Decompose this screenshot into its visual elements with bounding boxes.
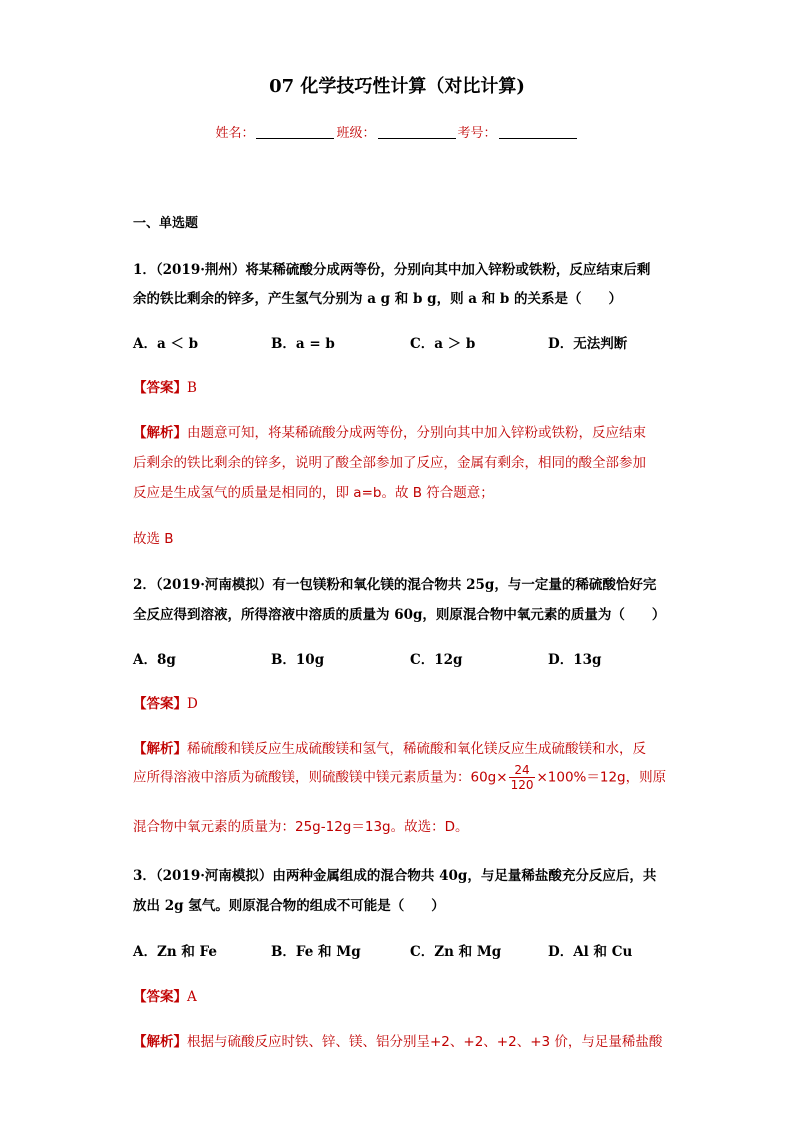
class-blank[interactable]: [378, 124, 456, 139]
q2-analysis-line1: [133, 737, 663, 757]
q2-analysis-text1: 稀硫酸和镁反应生成硫酸镁和氢气，稀硫酸和氧化镁反应生成硫酸镁和水，反: [187, 741, 646, 757]
q1-option-b: B．a = b: [271, 336, 335, 352]
name-label: 姓名：: [215, 126, 255, 141]
q1-conclusion: 故选 B: [133, 531, 174, 547]
q1-option-d: D．无法判断: [548, 336, 628, 352]
q3-option-b: B．Fe 和 Mg: [271, 944, 361, 960]
q2-answer-tag: 【答案】: [133, 696, 187, 712]
q1-analysis-text1: 由题意可知，将某稀硫酸分成两等份，分别向其中加入锌粉或铁粉，反应结束: [187, 425, 646, 441]
student-info-line: [0, 122, 794, 141]
q1-answer: [133, 376, 663, 396]
q2-stem-line2: 全反应得到溶液，所得溶液中溶质的质量为 60g，则原混合物中氧元素的质量为（ ）: [133, 607, 666, 623]
q1-stem-line2: 余的铁比剩余的锌多，产生氢气分别为 a g 和 b g，则 a 和 b 的关系是（ ）: [133, 291, 623, 307]
q2-option-b: B．10g: [271, 652, 325, 668]
q2-analysis-line3: 混合物中氧元素的质量为：25g-12g＝13g。故选：D。: [133, 819, 469, 835]
q1-analysis-tag: 【解析】: [133, 425, 187, 441]
q1-stem-line1: 1．（2019·荆州）将某稀硫酸分成两等份，分别向其中加入锌粉或铁粉，反应结束后剩: [133, 262, 651, 278]
section-title: 一、单选题: [133, 216, 199, 231]
page-title: 07 化学技巧性计算（对比计算): [269, 76, 525, 97]
q2-answer: [133, 692, 663, 712]
name-blank[interactable]: [256, 124, 334, 139]
q1-answer-value: B: [187, 380, 197, 396]
q2-option-a: A．8g: [133, 652, 176, 668]
class-label: 班级：: [336, 126, 376, 141]
q2-fraction-denominator: 120: [510, 778, 534, 792]
q3-option-a: A．Zn 和 Fe: [133, 944, 217, 960]
q3-stem-line1: 3．（2019·河南模拟）由两种金属组成的混合物共 40g，与足量稀盐酸充分反应后，共: [133, 868, 657, 884]
q3-option-c: C．Zn 和 Mg: [410, 944, 502, 960]
q1-answer-tag: 【答案】: [133, 380, 187, 396]
q2-analysis-tag: 【解析】: [133, 741, 187, 757]
number-blank[interactable]: [499, 124, 577, 139]
q2-stem-line1: 2．（2019·河南模拟）有一包镁粉和氧化镁的混合物共 25g，与一定量的稀硫酸恰好完: [133, 577, 657, 593]
q1-analysis-line1: [133, 421, 663, 441]
number-label: 考号：: [457, 126, 497, 141]
q3-answer-tag: 【答案】: [133, 989, 187, 1005]
q2-analysis-text2a: 应所得溶液中溶质为硫酸镁，则硫酸镁中镁元素质量为：60g×: [133, 769, 508, 786]
q1-option-c: C．a ＞ b: [410, 336, 476, 352]
q2-option-d: D．13g: [548, 652, 602, 668]
q3-option-d: D．Al 和 Cu: [548, 944, 633, 960]
q3-answer-value: A: [187, 989, 197, 1005]
q3-stem-line2: 放出 2g 氢气。则原混合物的组成不可能是（ ）: [133, 898, 445, 914]
q3-analysis-text1: 根据与硫酸反应时铁、锌、镁、铝分别呈+2、+2、+2、+3 价，与足量稀盐酸: [187, 1034, 663, 1050]
q1-analysis-line3: 反应是生成氢气的质量是相同的，即 a=b。故 B 符合题意；: [133, 485, 494, 501]
q3-analysis-tag: 【解析】: [133, 1034, 187, 1050]
q2-fraction-numerator: 24: [509, 763, 536, 778]
q2-analysis-text2b: ×100%＝12g，则原: [536, 769, 667, 786]
q2-analysis-line2: [133, 763, 667, 792]
q1-option-a: A．a ＜ b: [133, 336, 199, 352]
q3-answer: [133, 985, 663, 1005]
q2-answer-value: D: [187, 696, 198, 712]
q3-analysis-line1: [133, 1030, 663, 1050]
q2-fraction: [509, 763, 536, 792]
q2-option-c: C．12g: [410, 652, 463, 668]
q1-analysis-line2: 后剩余的铁比剩余的锌多，说明了酸全部参加了反应，金属有剩余，相同的酸全部参加: [133, 455, 646, 471]
